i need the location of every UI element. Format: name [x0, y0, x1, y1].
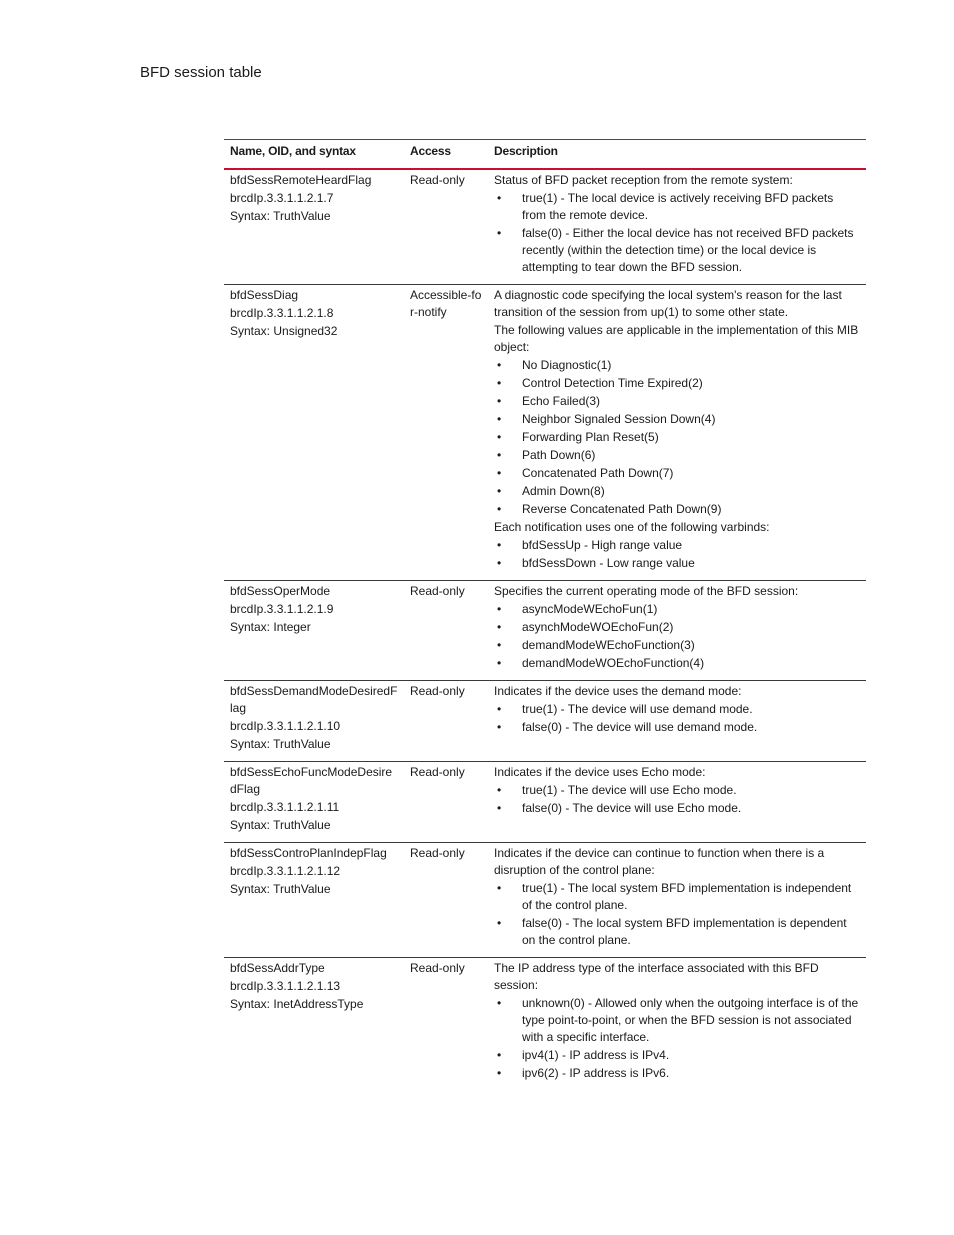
- cell-access: Read-only: [404, 581, 488, 681]
- list-item-text: demandModeWOEchoFunction(4): [522, 656, 705, 670]
- list-item-text: unknown(0) - Allowed only when the outgoing interface is of the type point-to-point, or when the BFD session is not associated with a specific interface.: [522, 996, 859, 1044]
- bullet-icon: •: [497, 466, 502, 480]
- object-syntax: Syntax: Integer: [230, 620, 311, 634]
- list-item-text: false(0) - The device will use Echo mode.: [522, 801, 742, 815]
- list-item-text: asyncModeWEchoFun(1): [522, 602, 658, 616]
- bullet-icon: •: [497, 484, 502, 498]
- list-item-text: false(0) - Either the local device has not received BFD packets recently (within the detection time) or the local device is attempting to tear down the BFD session.: [522, 226, 854, 274]
- cell-description: [488, 285, 866, 581]
- list-item-text: true(1) - The device will use Echo mode.: [522, 783, 737, 797]
- bullet-icon: •: [497, 783, 502, 797]
- object-oid: brcdIp.3.3.1.1.2.1.11: [230, 800, 340, 814]
- cell-access: Read-only: [404, 681, 488, 762]
- cell-name-oid-syntax: [224, 762, 404, 843]
- list-item-text: true(1) - The local device is actively receiving BFD packets from the remote device.: [522, 191, 834, 222]
- object-syntax: Syntax: TruthValue: [230, 882, 331, 896]
- object-name: bfdSessControPlanIndepFlag: [230, 846, 387, 860]
- object-oid: brcdIp.3.3.1.1.2.1.10: [230, 719, 341, 733]
- list-item-text: No Diagnostic(1): [522, 358, 612, 372]
- object-name: bfdSessDemandModeDesiredFlag: [230, 684, 398, 715]
- list-item: [494, 880, 860, 914]
- object-syntax: Syntax: Unsigned32: [230, 324, 338, 338]
- table-header-row: [224, 140, 866, 170]
- bullet-icon: •: [497, 602, 502, 616]
- description-paragraph: Indicates if the device can continue to function when there is a disruption of the control plane:: [494, 846, 825, 877]
- description-bullet-list: [494, 880, 860, 949]
- list-item-text: asynchModeWOEchoFun(2): [522, 620, 674, 634]
- bullet-icon: •: [497, 720, 502, 734]
- object-oid: brcdIp.3.3.1.1.2.1.8: [230, 306, 334, 320]
- description-paragraph: Indicates if the device uses the demand mode:: [494, 684, 742, 698]
- list-item-text: Admin Down(8): [522, 484, 605, 498]
- description-paragraph: The IP address type of the interface associated with this BFD session:: [494, 961, 819, 992]
- bullet-icon: •: [497, 538, 502, 552]
- table-row: [224, 958, 866, 1091]
- list-item-text: Concatenated Path Down(7): [522, 466, 674, 480]
- bullet-icon: •: [497, 996, 502, 1010]
- bullet-icon: •: [497, 430, 502, 444]
- bullet-icon: •: [497, 1048, 502, 1062]
- cell-access: Read-only: [404, 843, 488, 958]
- list-item: [494, 501, 860, 518]
- list-item-text: bfdSessDown - Low range value: [522, 556, 695, 570]
- list-item: [494, 719, 860, 736]
- bullet-icon: •: [497, 656, 502, 670]
- list-item-text: ipv4(1) - IP address is IPv4.: [522, 1048, 670, 1062]
- object-syntax: Syntax: InetAddressType: [230, 997, 364, 1011]
- list-item: [494, 1065, 860, 1082]
- cell-access: Read-only: [404, 762, 488, 843]
- table-row: [224, 843, 866, 958]
- list-item: [494, 225, 860, 276]
- object-oid: brcdIp.3.3.1.1.2.1.9: [230, 602, 334, 616]
- list-item: [494, 655, 860, 672]
- cell-description: [488, 843, 866, 958]
- list-item: [494, 465, 860, 482]
- object-oid: brcdIp.3.3.1.1.2.1.12: [230, 864, 341, 878]
- cell-name-oid-syntax: [224, 285, 404, 581]
- object-oid: brcdIp.3.3.1.1.2.1.13: [230, 979, 341, 993]
- description-paragraph: The following values are applicable in the implementation of this MIB object:: [494, 323, 859, 354]
- list-item-text: Forwarding Plan Reset(5): [522, 430, 659, 444]
- cell-description: [488, 169, 866, 285]
- bullet-icon: •: [497, 702, 502, 716]
- page-header: BFD session table: [140, 64, 262, 81]
- list-item-text: Neighbor Signaled Session Down(4): [522, 412, 716, 426]
- bullet-icon: •: [497, 412, 502, 426]
- mib-table-container: [224, 139, 866, 1090]
- bullet-icon: •: [497, 1066, 502, 1080]
- list-item: [494, 483, 860, 500]
- list-item: [494, 701, 860, 718]
- cell-name-oid-syntax: [224, 681, 404, 762]
- table-row: [224, 581, 866, 681]
- list-item-text: Echo Failed(3): [522, 394, 601, 408]
- list-item: [494, 800, 860, 817]
- cell-name-oid-syntax: [224, 843, 404, 958]
- bullet-icon: •: [497, 358, 502, 372]
- list-item-text: false(0) - The local system BFD implementation is dependent on the control plane.: [522, 916, 847, 947]
- column-header-access: Access: [404, 140, 488, 170]
- cell-description: [488, 581, 866, 681]
- table-header: [224, 140, 866, 170]
- cell-name-oid-syntax: [224, 169, 404, 285]
- object-syntax: Syntax: TruthValue: [230, 209, 331, 223]
- list-item-text: demandModeWEchoFunction(3): [522, 638, 695, 652]
- object-name: bfdSessDiag: [230, 288, 299, 302]
- description-bullet-list: [494, 601, 860, 672]
- object-name: bfdSessEchoFuncModeDesiredFlag: [230, 765, 393, 796]
- list-item: [494, 555, 860, 572]
- list-item-text: false(0) - The device will use demand mode.: [522, 720, 758, 734]
- list-item: [494, 375, 860, 392]
- description-bullet-list: [494, 357, 860, 518]
- list-item: [494, 537, 860, 554]
- list-item-text: Reverse Concatenated Path Down(9): [522, 502, 722, 516]
- list-item: [494, 447, 860, 464]
- table-body: [224, 169, 866, 1090]
- bullet-icon: •: [497, 448, 502, 462]
- bullet-icon: •: [497, 638, 502, 652]
- list-item: [494, 637, 860, 654]
- bullet-icon: •: [497, 556, 502, 570]
- cell-access: Accessible-for-notify: [404, 285, 488, 581]
- list-item: [494, 429, 860, 446]
- list-item-text: Control Detection Time Expired(2): [522, 376, 703, 390]
- bullet-icon: •: [497, 376, 502, 390]
- description-bullet-list: [494, 190, 860, 276]
- list-item-text: true(1) - The device will use demand mode.: [522, 702, 753, 716]
- list-item-text: ipv6(2) - IP address is IPv6.: [522, 1066, 670, 1080]
- object-oid: brcdIp.3.3.1.1.2.1.7: [230, 191, 334, 205]
- description-bullet-list: [494, 782, 860, 817]
- description-paragraph: Specifies the current operating mode of the BFD session:: [494, 584, 799, 598]
- description-bullet-list: [494, 701, 860, 736]
- description-paragraph: Indicates if the device uses Echo mode:: [494, 765, 706, 779]
- description-paragraph: Each notification uses one of the following varbinds:: [494, 520, 770, 534]
- list-item: [494, 393, 860, 410]
- description-bullet-list: [494, 537, 860, 572]
- cell-description: [488, 681, 866, 762]
- cell-access: Read-only: [404, 169, 488, 285]
- list-item: [494, 995, 860, 1046]
- cell-description: [488, 958, 866, 1091]
- cell-description: [488, 762, 866, 843]
- bfd-session-mib-table: [224, 139, 866, 1090]
- bullet-icon: •: [497, 226, 502, 240]
- description-paragraph: A diagnostic code specifying the local system's reason for the last transition of the session from up(1) to some other state.: [494, 288, 842, 319]
- list-item: [494, 601, 860, 618]
- object-name: bfdSessOperMode: [230, 584, 331, 598]
- table-row: [224, 285, 866, 581]
- list-item: [494, 619, 860, 636]
- cell-access: Read-only: [410, 961, 465, 975]
- list-item-text: Path Down(6): [522, 448, 596, 462]
- object-syntax: Syntax: TruthValue: [230, 737, 331, 751]
- list-item: [494, 411, 860, 428]
- object-name: bfdSessAddrType: [230, 961, 325, 975]
- table-row: [224, 762, 866, 843]
- list-item: [494, 357, 860, 374]
- table-row: [224, 169, 866, 285]
- bullet-icon: •: [497, 620, 502, 634]
- object-name: bfdSessRemoteHeardFlag: [230, 173, 372, 187]
- list-item-text: true(1) - The local system BFD implementation is independent of the control plane.: [522, 881, 852, 912]
- bullet-icon: •: [497, 801, 502, 815]
- description-bullet-list: [494, 995, 860, 1082]
- description-paragraph: Status of BFD packet reception from the remote system:: [494, 173, 793, 187]
- cell-name-oid-syntax: [224, 958, 404, 1091]
- list-item-text: bfdSessUp - High range value: [522, 538, 683, 552]
- list-item: [494, 190, 860, 224]
- column-header-description: Description: [488, 140, 866, 170]
- bullet-icon: •: [497, 502, 502, 516]
- bullet-icon: •: [497, 191, 502, 205]
- bullet-icon: •: [497, 916, 502, 930]
- column-header-name: Name, OID, and syntax: [224, 140, 404, 170]
- cell-name-oid-syntax: [224, 581, 404, 681]
- list-item: [494, 782, 860, 799]
- list-item: [494, 1047, 860, 1064]
- bullet-icon: •: [497, 394, 502, 408]
- bullet-icon: •: [497, 881, 502, 895]
- table-row: [224, 681, 866, 762]
- list-item: [494, 915, 860, 949]
- object-syntax: Syntax: TruthValue: [230, 818, 331, 832]
